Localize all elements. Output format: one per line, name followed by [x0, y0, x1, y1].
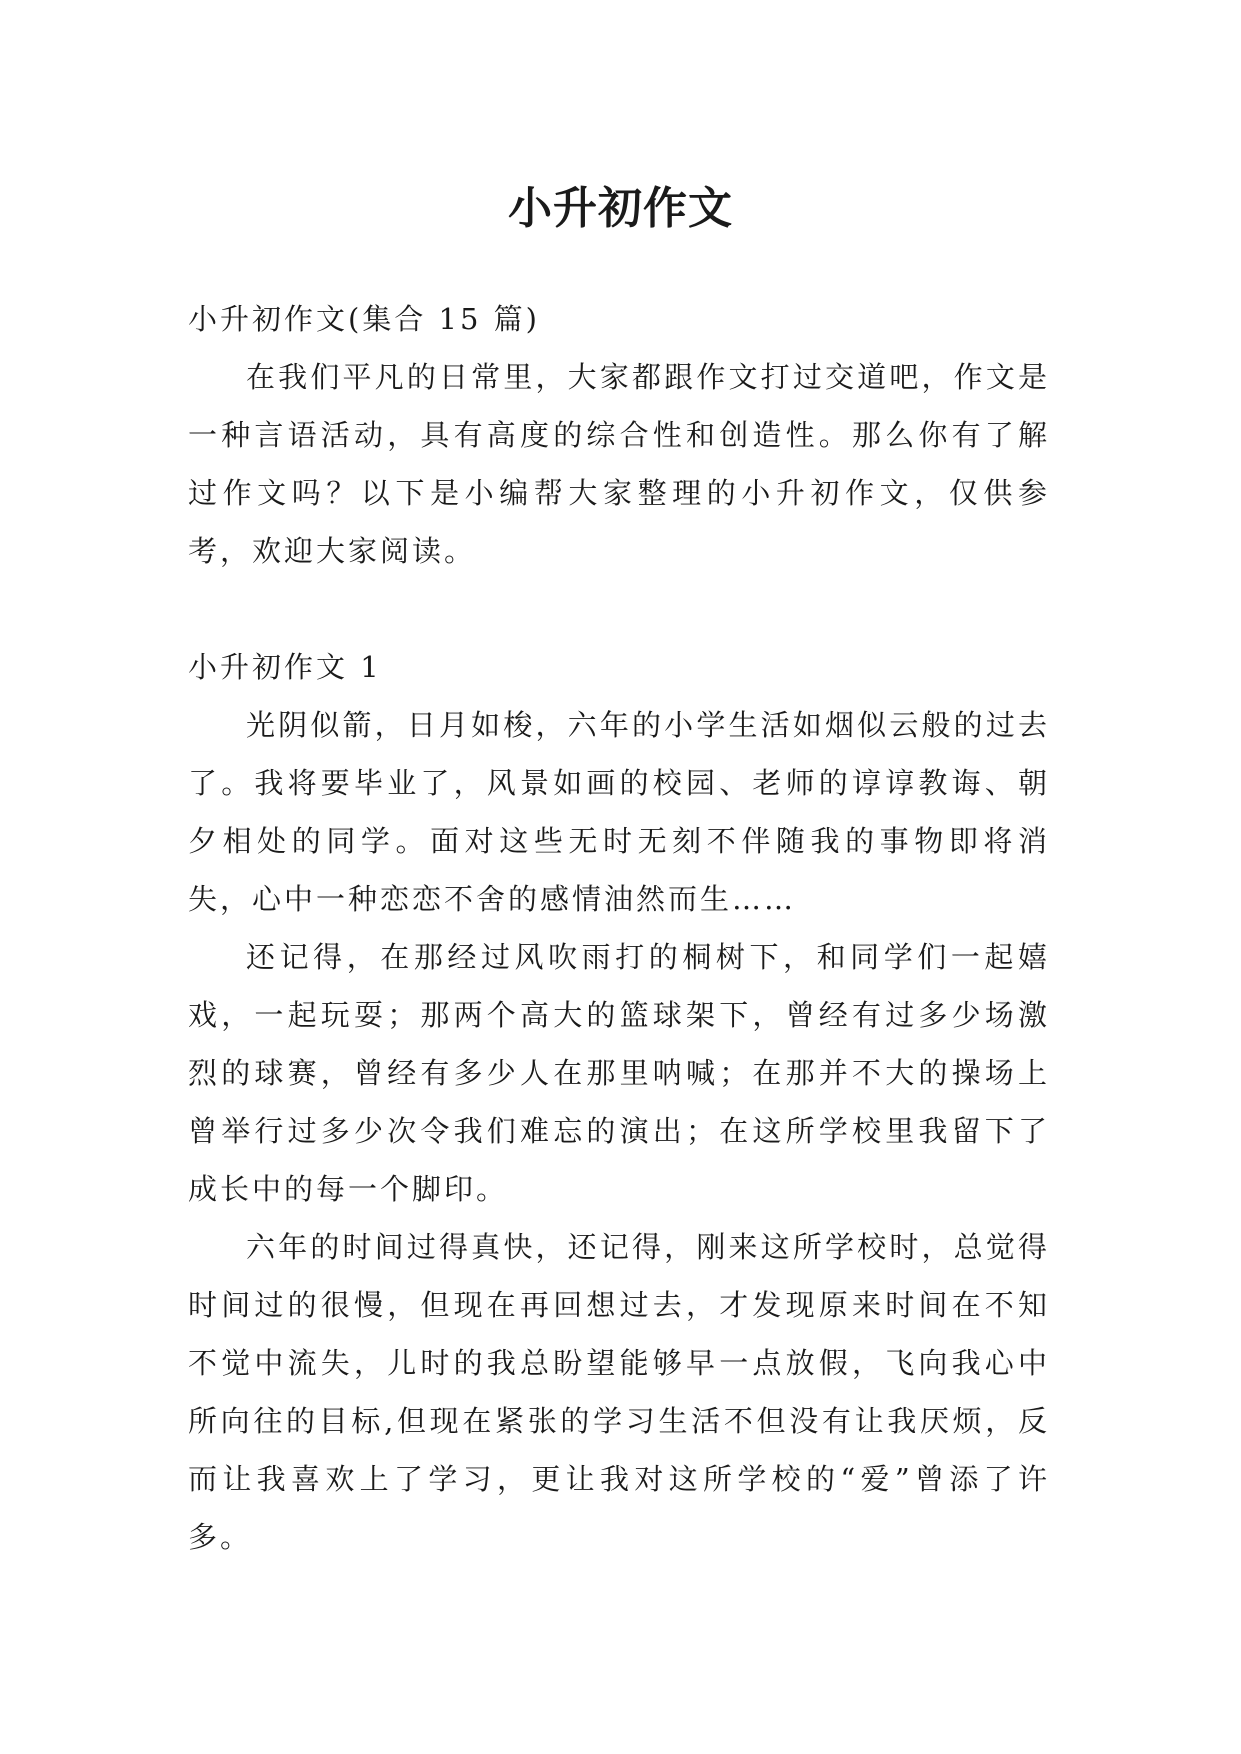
document-body: [188, 290, 1050, 1566]
section-paragraph-3: 六年的时间过得真快，还记得，刚来这所学校时，总觉得时间过的很慢，但现在再回想过去，才发现原来时间在不知不觉中流失，儿时的我总盼望能够早一点放假，飞向我心中所向往的目标,但现在紧张的学习生活不但没有让我厌烦，反而让我喜欢上了学习，更让我对这所学校的“爱”曾添了许多。: [188, 1230, 1050, 1554]
collection-subtitle: 小升初作文(集合 15 篇): [188, 302, 540, 336]
section-paragraph-2: 还记得，在那经过风吹雨打的桐树下，和同学们一起嬉戏，一起玩耍；那两个高大的篮球架下，曾经有过多少场激烈的球赛，曾经有多少人在那里呐喊；在那并不大的操场上曾举行过多少次令我们难忘的演出；在这所学校里我留下了成长中的每一个脚印。: [188, 940, 1050, 1206]
section-heading: 小升初作文 1: [188, 650, 382, 684]
section-paragraph-1: 光阴似箭，日月如梭，六年的小学生活如烟似云般的过去了。我将要毕业了，风景如画的校园、老师的谆谆教诲、朝夕相处的同学。面对这些无时无刻不伴随我的事物即将消失，心中一种恋恋不舍的感情油然而生……: [188, 708, 1050, 916]
document-title: 小升初作文: [508, 183, 733, 235]
section-spacer: [188, 580, 1050, 638]
intro-paragraph: 在我们平凡的日常里，大家都跟作文打过交道吧，作文是一种言语活动，具有高度的综合性和创造性。那么你有了解过作文吗？以下是小编帮大家整理的小升初作文，仅供参考，欢迎大家阅读。: [188, 360, 1050, 568]
